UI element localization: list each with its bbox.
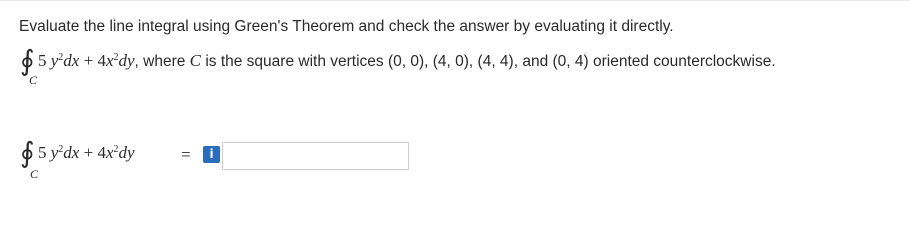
coef-2: 4: [97, 51, 106, 70]
diff-2: dy: [118, 51, 135, 70]
answer-var-2: x: [105, 143, 114, 162]
question-prompt: Evaluate the line integral using Green's Theorem and check the answer by evaluating it directly.: [19, 18, 674, 35]
answer-contour-integral-symbol: ∮: [20, 136, 35, 169]
contour-integral-symbol: ∮: [20, 44, 35, 77]
curve-name: C: [189, 51, 202, 70]
answer-input[interactable]: [222, 142, 409, 170]
answer-var-1: y: [50, 143, 59, 162]
answer-diff-1: dx: [63, 143, 80, 162]
integral-subscript: C: [29, 73, 38, 87]
answer-diff-2: dy: [118, 143, 135, 162]
coef-1: 5: [38, 51, 47, 70]
info-icon[interactable]: i: [203, 146, 220, 163]
top-divider: [0, 0, 910, 6]
problem-description: [135, 53, 776, 70]
problem-integrand: [38, 51, 776, 72]
answer-coef-2: 4: [97, 143, 106, 162]
rest-prefix: , where: [134, 53, 190, 70]
exp-2: 2: [113, 52, 119, 63]
var-2: x: [105, 51, 114, 70]
answer-integral-subscript: C: [30, 167, 39, 181]
answer-exp-2: 2: [113, 144, 119, 155]
answer-integrand: [38, 143, 135, 163]
answer-coef-1: 5: [38, 143, 47, 162]
plus-sign: +: [79, 51, 98, 70]
var-1: y: [50, 51, 59, 70]
answer-plus-sign: +: [79, 143, 98, 162]
exp-1: 2: [58, 52, 64, 63]
diff-1: dx: [63, 51, 80, 70]
rest-suffix: is the square with vertices (0, 0), (4, 0), (4, 4), and (0, 4) oriented counterclockwise.: [201, 53, 776, 70]
answer-exp-1: 2: [58, 144, 64, 155]
equals-sign: =: [181, 145, 191, 164]
